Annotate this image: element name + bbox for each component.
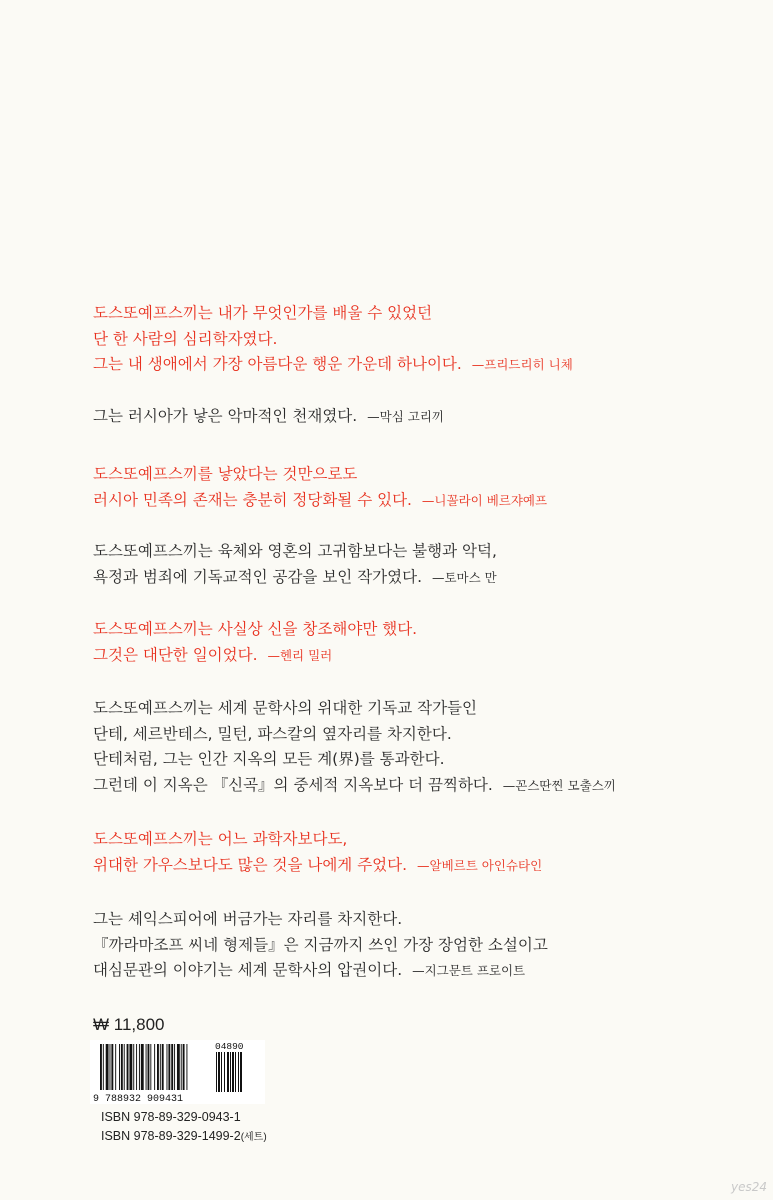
barcode-addon-bar xyxy=(227,1052,229,1092)
quote-line xyxy=(93,773,743,799)
barcode-bar xyxy=(162,1044,164,1090)
quote-nietzsche xyxy=(93,301,743,378)
quote-line: 단테, 세르반테스, 밀턴, 파스칼의 옆자리를 차지한다. xyxy=(93,724,452,743)
barcode xyxy=(90,1040,265,1104)
quote-line xyxy=(93,352,743,378)
quote-line: 단테처럼, 그는 인간 지옥의 모든 계(界)를 통과한다. xyxy=(93,750,445,768)
barcode-bar xyxy=(148,1044,150,1090)
quote-line xyxy=(93,853,743,879)
quote-mochulsky xyxy=(93,696,743,798)
quote-line xyxy=(93,488,743,514)
barcode-bar xyxy=(103,1044,104,1090)
barcode-bar xyxy=(157,1044,159,1090)
barcode-addon-bar xyxy=(221,1052,222,1092)
quote-line: 도스또예프스끼는 사실상 신을 창조해야만 했다. xyxy=(93,620,418,638)
quote-attribution: —알베르트 아인슈타인 xyxy=(417,857,543,873)
barcode-bar xyxy=(100,1044,102,1090)
barcode-bar xyxy=(167,1044,168,1090)
barcode-graphic xyxy=(90,1040,265,1104)
quote-text: 러시아 민족의 존재는 충분히 정당화될 수 있다. xyxy=(93,490,412,509)
barcode-bar xyxy=(146,1044,147,1090)
barcode-bar xyxy=(139,1044,140,1090)
barcode-bar xyxy=(133,1044,134,1090)
quote-line: 도스또예프스끼는 내가 무엇인가를 배울 수 있었던 xyxy=(93,304,433,322)
barcode-digits: 9 788932 909431 xyxy=(93,1094,184,1104)
barcode-bar xyxy=(177,1044,180,1090)
quote-text: 그는 내 생애에서 가장 아름다운 행운 가운데 하나이다. xyxy=(93,355,462,373)
barcode-bar xyxy=(150,1044,151,1090)
barcode-addon-bar xyxy=(240,1052,242,1092)
watermark: yes24 xyxy=(730,1180,767,1194)
barcode-bar xyxy=(168,1044,170,1090)
barcode-bar xyxy=(171,1044,173,1090)
barcode-bar xyxy=(119,1044,120,1090)
quote-attribution: —지그문트 프로이트 xyxy=(412,963,526,978)
quote-attribution: —헨리 밀러 xyxy=(267,647,333,663)
barcode-bar xyxy=(186,1044,187,1090)
isbn-text: ISBN 978-89-329-0943-1 xyxy=(101,1110,241,1124)
quote-attribution: —토마스 만 xyxy=(431,569,497,585)
barcode-bar xyxy=(136,1044,137,1090)
barcode-bar xyxy=(174,1044,175,1090)
barcode-bar xyxy=(129,1044,132,1090)
quote-line: 도스또예프스끼를 낳았다는 것만으로도 xyxy=(93,465,358,483)
barcode-bar xyxy=(124,1044,125,1090)
quote-text: 대심문관의 이야기는 세계 문학사의 압권이다. xyxy=(93,961,403,979)
barcode-bar xyxy=(115,1044,116,1090)
quote-line xyxy=(93,958,743,984)
quote-line xyxy=(93,404,743,430)
quote-berdyaev xyxy=(93,462,743,513)
quote-gorky xyxy=(93,404,743,430)
quote-attribution: —프리드리히 니체 xyxy=(471,357,573,372)
barcode-bar xyxy=(154,1044,155,1090)
quote-text: 위대한 가우스보다도 많은 것을 나에게 주었다. xyxy=(93,855,408,874)
isbn-line xyxy=(101,1110,241,1124)
barcode-bar xyxy=(110,1044,111,1090)
barcode-addon-digits: 04890 xyxy=(215,1041,244,1052)
barcode-bar xyxy=(141,1044,144,1090)
quote-henry-miller xyxy=(93,617,743,668)
barcode-addon-bar xyxy=(224,1052,225,1092)
quote-text: 욕정과 범죄에 기독교적인 공감을 보인 작가였다. xyxy=(93,567,423,586)
barcode-addon-bar xyxy=(238,1052,239,1092)
quote-line: 그는 셰익스피어에 버금가는 자리를 차지한다. xyxy=(93,910,403,928)
barcode-bar xyxy=(121,1044,123,1090)
isbn-set-suffix: (세트) xyxy=(240,1132,267,1143)
barcode-bar xyxy=(160,1044,161,1090)
quote-text: 그것은 대단한 일이었다. xyxy=(93,645,258,664)
quotes-block xyxy=(93,301,743,984)
quote-line xyxy=(93,643,743,669)
price-label: ₩ 11,800 xyxy=(93,1015,165,1034)
quote-thomas-mann xyxy=(93,539,743,590)
quote-line: 『까라마조프 씨네 형제들』은 지금까지 쓰인 가장 장엄한 소설이고 xyxy=(93,935,548,954)
quote-line xyxy=(93,565,743,591)
quote-attribution: —막심 고리끼 xyxy=(367,408,445,424)
barcode-addon-bar xyxy=(218,1052,220,1092)
isbn-text: ISBN 978-89-329-1499-2 xyxy=(101,1129,241,1143)
barcode-bar xyxy=(111,1044,113,1090)
barcode-bar xyxy=(127,1044,129,1090)
quote-line: 도스또예프스끼는 세계 문학사의 위대한 기독교 작가들인 xyxy=(93,699,477,717)
quote-attribution: —니꼴라이 베르쟈예프 xyxy=(421,492,548,508)
barcode-addon-bar xyxy=(230,1052,231,1092)
quote-freud xyxy=(93,907,743,984)
quote-einstein xyxy=(93,827,743,878)
quote-line: 도스또예프스끼는 육체와 영혼의 고귀함보다는 불행과 악덕, xyxy=(93,542,497,560)
quote-line: 단 한 사람의 심리학자였다. xyxy=(93,329,278,348)
isbn-set-line xyxy=(101,1128,267,1143)
barcode-bar xyxy=(106,1044,109,1090)
barcode-addon-bar xyxy=(216,1052,217,1092)
quote-text: 그런데 이 지옥은 『신곡』의 중세적 지옥보다 더 끔찍하다. xyxy=(93,775,493,794)
barcode-addon-bar xyxy=(232,1052,234,1092)
barcode-addon-bar xyxy=(235,1052,236,1092)
barcode-bar xyxy=(181,1044,182,1090)
quote-text: 그는 러시아가 낳은 악마적인 천재였다. xyxy=(93,406,358,425)
quote-line: 도스또예프스끼는 어느 과학자보다도, xyxy=(93,830,348,848)
barcode-bar xyxy=(183,1044,185,1090)
quote-attribution: —꼰스딴찐 모출스끼 xyxy=(502,777,616,793)
